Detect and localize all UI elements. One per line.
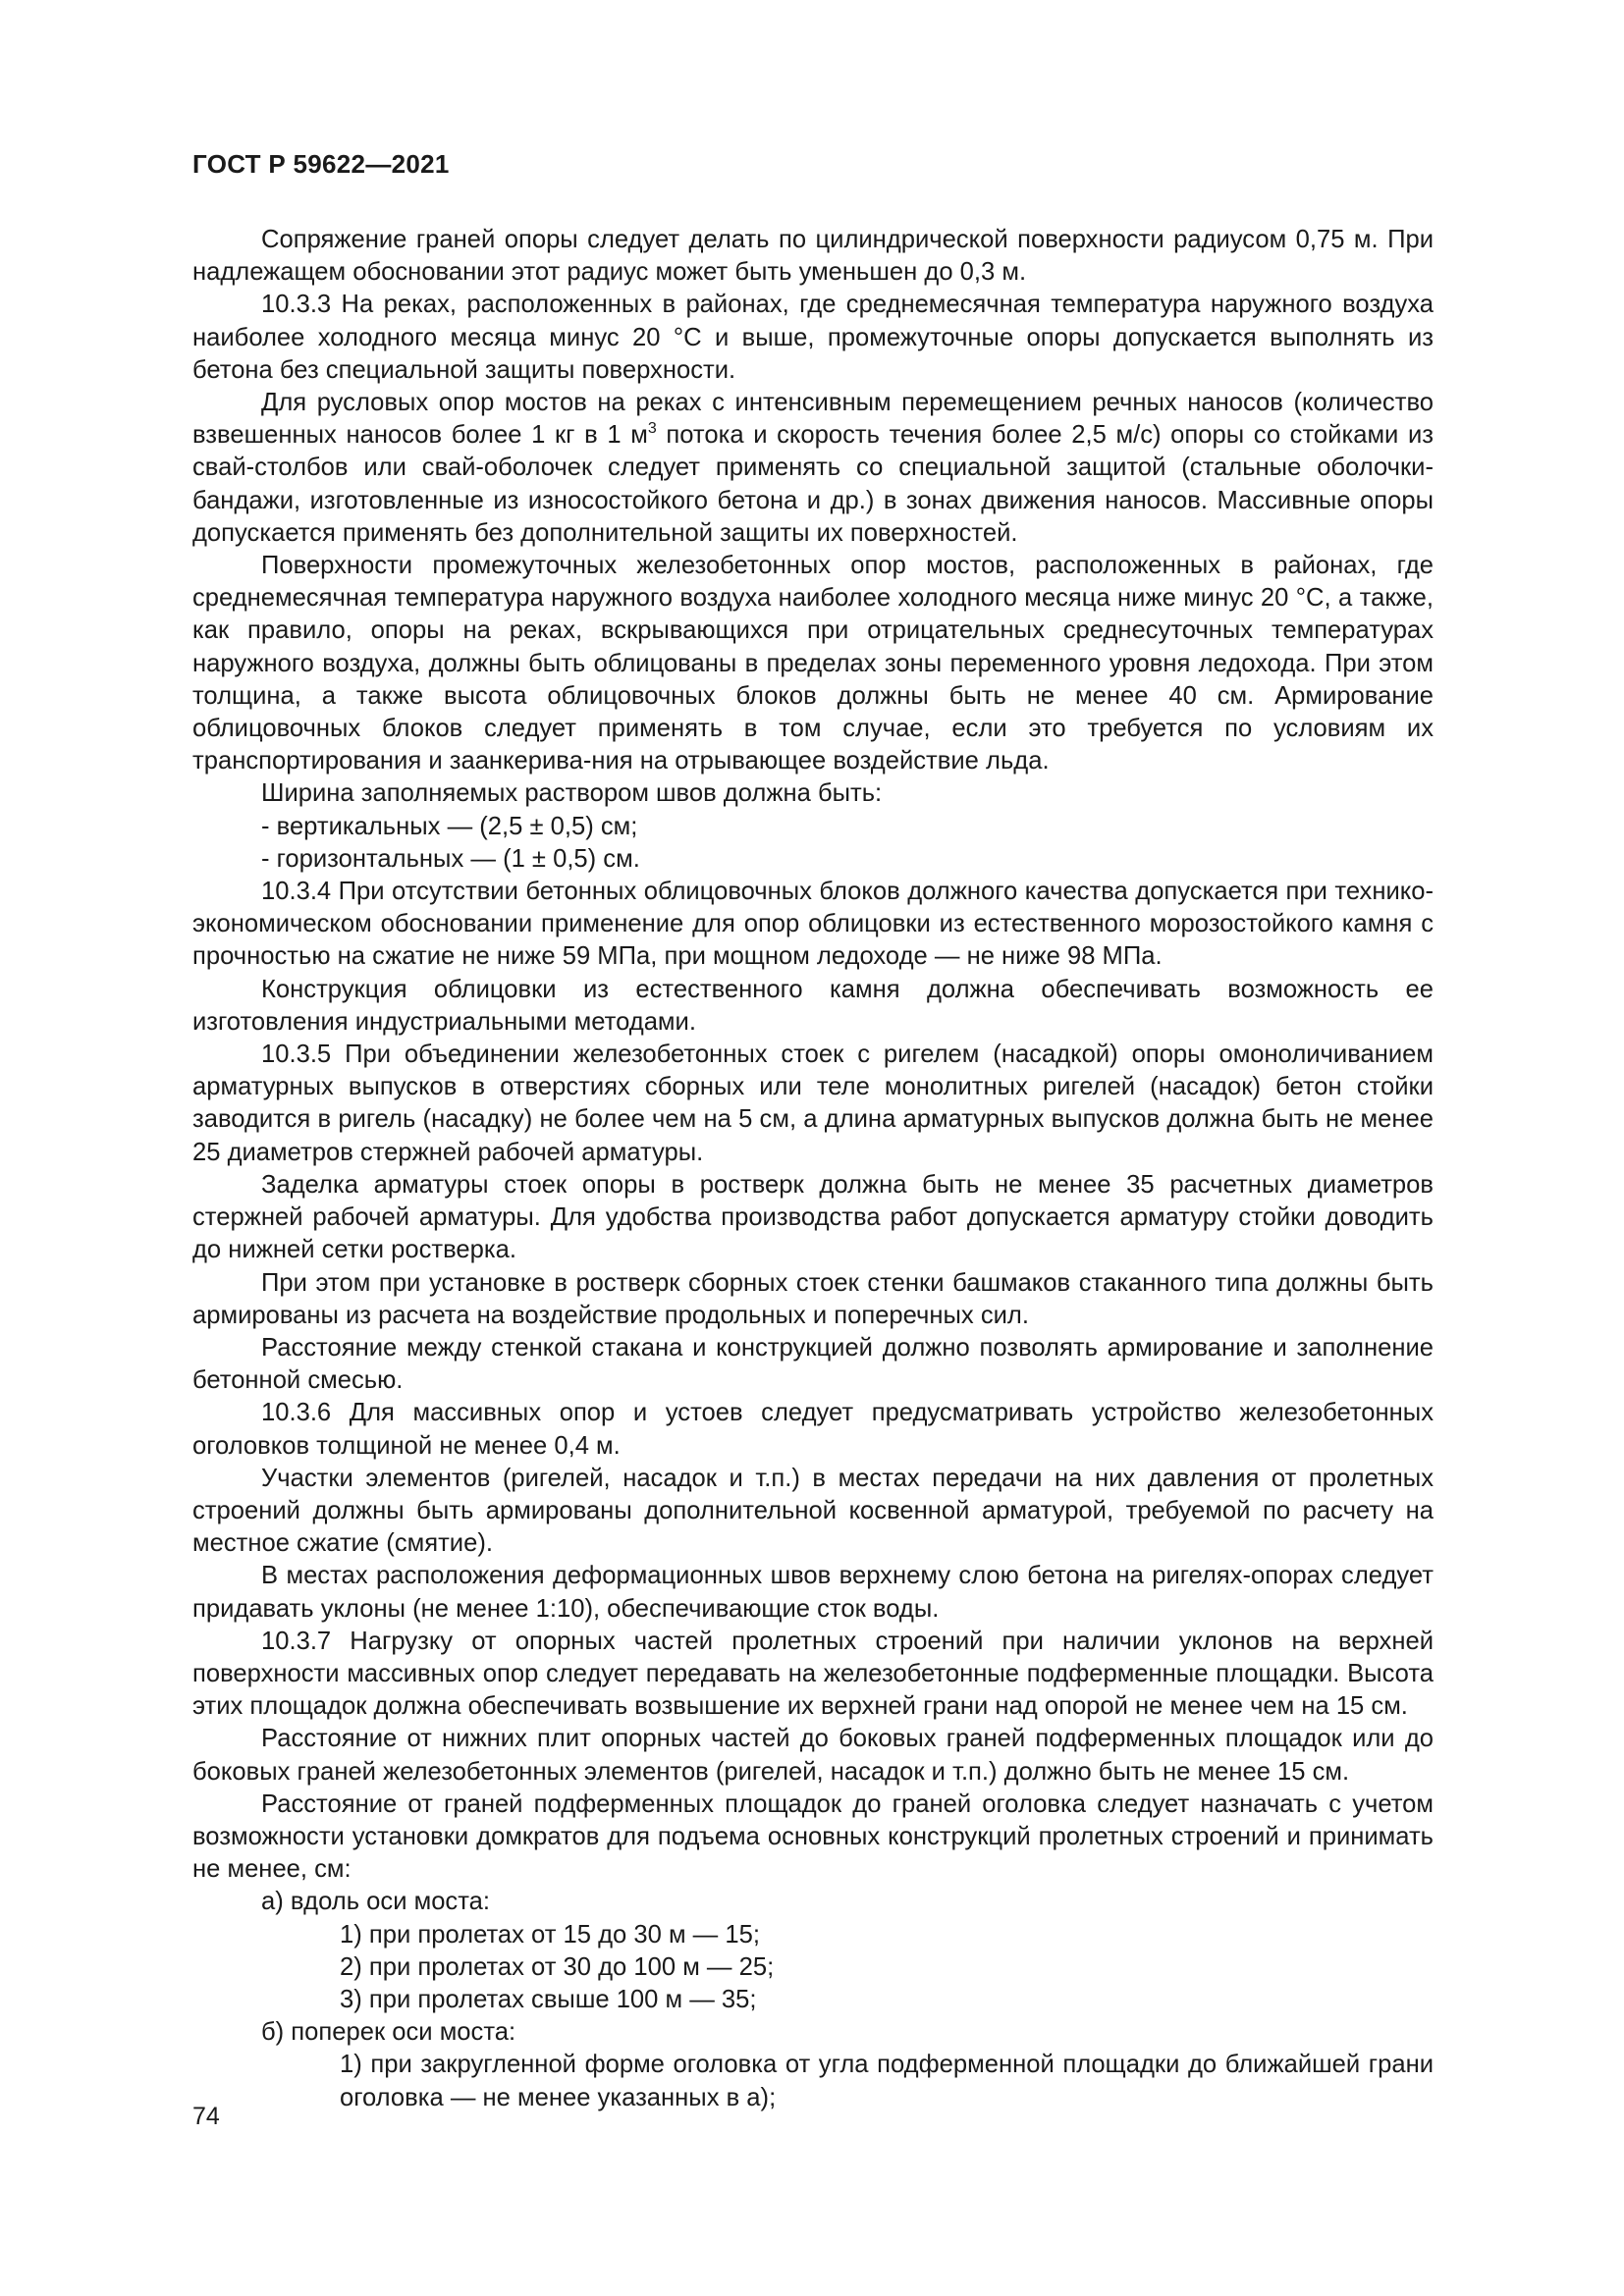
superscript: 3 bbox=[647, 420, 657, 438]
list-item: 3) при пролетах свыше 100 м — 35; bbox=[340, 1985, 757, 2013]
paragraph-10-3-4: 10.3.4 При отсутствии бетонных облицовочных блоков должного качества допускается при технико-экономическом обосновании применение для опор облицовки из естественного морозостойкого камня с прочностью на сжатие не ниже 59 МПа, при мощном ледоходе — не ниже 98 МПа. bbox=[192, 878, 1434, 971]
document-header: ГОСТ Р 59622—2021 bbox=[192, 149, 450, 179]
paragraph: При этом при установке в ростверк сборных стоек стенки башмаков стаканного типа должны быть армированы из расчета на воздействие продольных и поперечных сил. bbox=[192, 1268, 1434, 1329]
list-item: б) поперек оси моста: bbox=[261, 2018, 516, 2047]
list-item: - вертикальных — (2,5 ± 0,5) см; bbox=[261, 812, 638, 840]
paragraph: Расстояние от нижних плит опорных частей до боковых граней подферменных площадок или до боковых граней железобетонных элементов (ригелей, насадок и т.п.) должно быть не менее 15 см. bbox=[192, 1725, 1434, 1786]
paragraph-10-3-6: 10.3.6 Для массивных опор и устоев следует предусматривать устройство железобетонных оголовков толщиной не менее 0,4 м. bbox=[192, 1399, 1434, 1460]
paragraph-10-3-7: 10.3.7 Нагрузку от опорных частей пролетных строений при наличии уклонов на верхней поверхности массивных опор следует передавать на железобетонные подферменные площадки. Высота этих площадок должна обеспечивать возвышение их верхней грани над опорой не менее чем на 15 см. bbox=[192, 1627, 1434, 1721]
list-item: - горизонтальных — (1 ± 0,5) см. bbox=[261, 844, 640, 873]
paragraph: Расстояние между стенкой стакана и конструкцией должно позволять армирование и заполнение бетонной смесью. bbox=[192, 1333, 1434, 1395]
paragraph-10-3-3: 10.3.3 На реках, расположенных в районах, где среднемесячная температура наружного воздуха наиболее холодного месяца минус 20 °С и выше, промежуточные опоры допускается выполнять из бетона без специальной защиты поверхности. bbox=[192, 291, 1434, 384]
list-item: 1) при закругленной форме оголовка от угла подферменной площадки до ближайшей грани оголовка — не менее указанных в а); bbox=[340, 2051, 1434, 2111]
paragraph: Расстояние от граней подферменных площадок до граней оголовка следует назначать с учетом возможности установки домкратов для подъема основных конструкций пролетных строений и принимать не менее, см: bbox=[192, 1789, 1434, 1884]
list-item: а) вдоль оси моста: bbox=[261, 1888, 491, 1916]
paragraph: Участки элементов (ригелей, насадок и т.п.) в местах передачи на них давления от пролетных строений должны быть армированы дополнительной косвенной арматурой, требуемой по расчету на местное сжатие (смятие). bbox=[192, 1464, 1434, 1558]
paragraph-text: Для русловых опор мостов на реках с интенсивным перемещением речных наносов (количество взвешенных наносов более 1 кг в 1 м bbox=[192, 389, 1434, 450]
list-item: 2) при пролетах от 30 до 100 м — 25; bbox=[340, 1952, 775, 1981]
paragraph: Заделка арматуры стоек опоры в ростверк должна быть не менее 35 расчетных диаметров стержней рабочей арматуры. Для удобства производства работ допускается арматуру стойки доводить до нижней сетки ростверка. bbox=[192, 1170, 1434, 1264]
paragraph-10-3-5: 10.3.5 При объединении железобетонных стоек с ригелем (насадкой) опоры омоноличиванием арматурных выпусков в отверстиях сборных или теле монолитных ригелей (насадок) бетон стойки заводится в ригель (насадку) не более чем на 5 см, а длина арматурных выпусков должна быть не менее 25 диаметров стержней рабочей арматуры. bbox=[192, 1041, 1434, 1166]
paragraph: Ширина заполняемых раствором швов должна быть: bbox=[261, 779, 883, 808]
paragraph-text: потока и скорость течения более 2,5 м/с) опоры со стойками из свай-столбов или свай-оболочек следует применять со специальной защитой (стальные оболочки-бандажи, изготовленные из износостойкого бетона и др.) в зонах движения наносов. Массивные опоры допускается применять без дополнительной защиты их поверхностей. bbox=[192, 421, 1434, 547]
paragraph: Конструкция облицовки из естественного камня должна обеспечивать возможность ее изготовления индустриальными методами. bbox=[192, 975, 1434, 1036]
list-item: 1) при пролетах от 15 до 30 м — 15; bbox=[340, 1920, 760, 1949]
paragraph: В местах расположения деформационных швов верхнему слою бетона на ригелях-опорах следует придавать уклоны (не менее 1:10), обеспечивающие сток воды. bbox=[192, 1562, 1434, 1623]
paragraph: Поверхности промежуточных железобетонных опор мостов, расположенных в районах, где среднемесячная температура наружного воздуха наиболее холодного месяца ниже минус 20 °С, а также, как правило, опоры на реках, вскрывающихся при отрицательных среднесуточных температурах наружного воздуха, должны быть облицованы в пределах зоны переменного уровня ледохода. При этом толщина, а также высота облицовочных блоков должны быть не менее 40 см. Армирование облицовочных блоков следует применять в том случае, если это требуется по условиям их транспортирования и заанкерива-ния на отрывающее воздействие льда. bbox=[192, 552, 1434, 775]
document-body bbox=[192, 224, 1434, 2114]
page-number: 74 bbox=[192, 2103, 220, 2130]
paragraph bbox=[192, 387, 1434, 550]
paragraph: Сопряжение граней опоры следует делать по цилиндрической поверхности радиусом 0,75 м. При надлежащем обосновании этот радиус может быть уменьшен до 0,3 м. bbox=[192, 226, 1434, 287]
